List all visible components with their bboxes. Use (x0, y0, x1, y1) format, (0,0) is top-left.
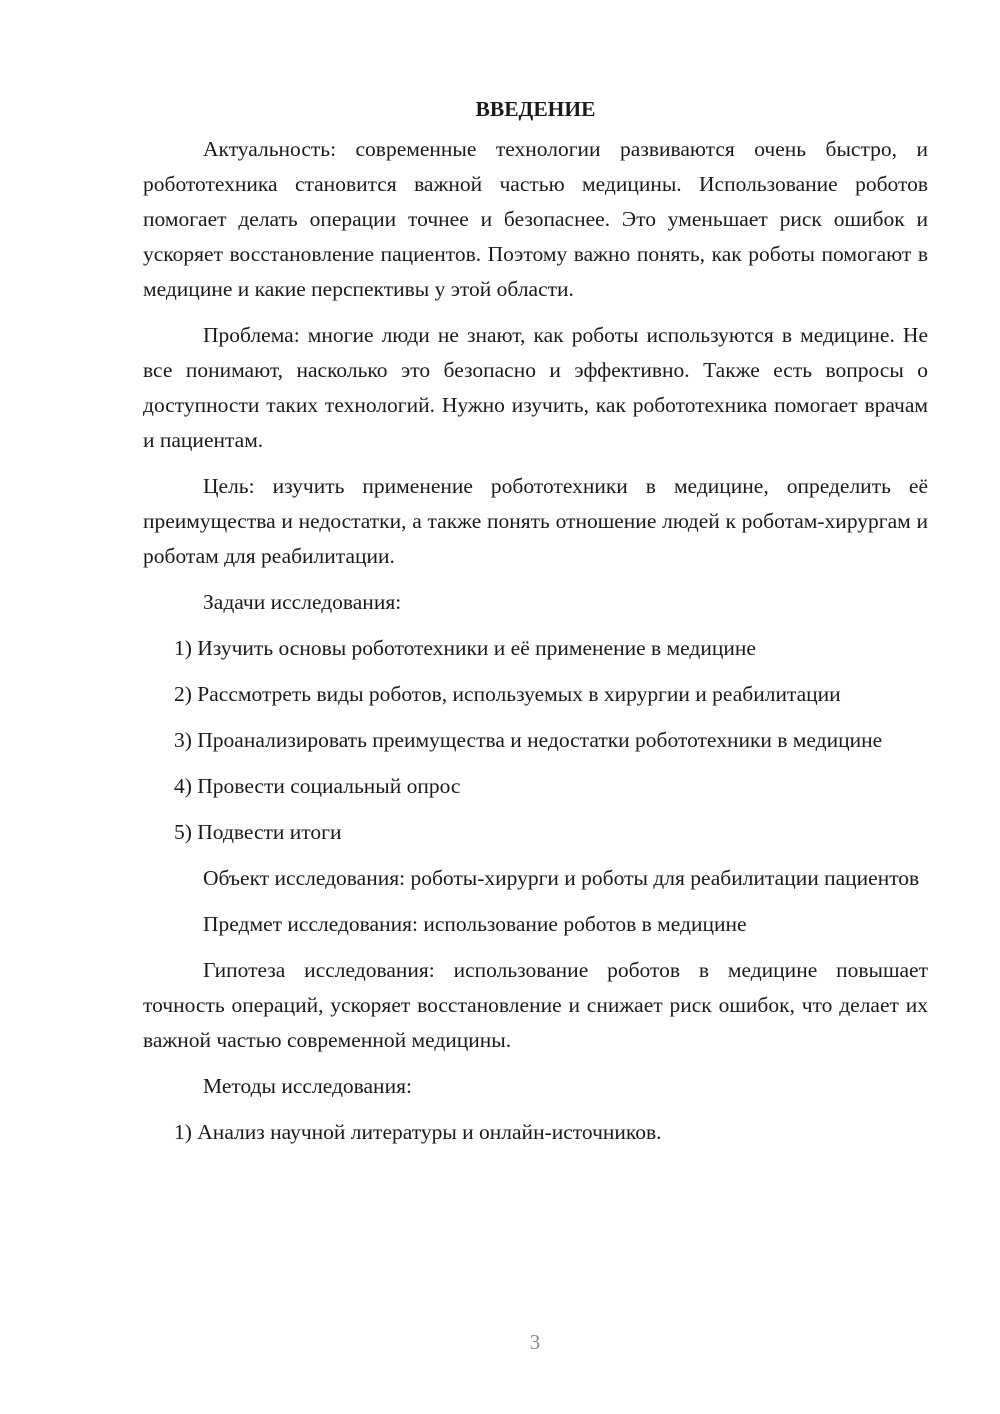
paragraph-subject: Предмет исследования: использование роботов в медицине (203, 912, 747, 936)
list-item-task-1: 1) Изучить основы робототехники и её применение в медицине (174, 636, 756, 660)
list-item-method-1: 1) Анализ научной литературы и онлайн-источников. (174, 1120, 662, 1144)
list-item-task-3: 3) Проанализировать преимущества и недостатки робототехники в медицине (174, 728, 883, 752)
section-title: ВВЕДЕНИЕ (475, 97, 596, 121)
list-item-task-2: 2) Рассмотреть виды роботов, используемых в хирургии и реабилитации (174, 682, 841, 706)
paragraph-hypothesis: Гипотеза исследования: использование роботов в медицине повышает точность операций, ускоряет восстановление и снижает риск ошибок, что делает их важной частью современной медицины. (143, 958, 928, 1052)
list-item-task-4: 4) Провести социальный опрос (174, 774, 461, 798)
paragraph-relevance: Актуальность: современные технологии развиваются очень быстро, и робототехника становится важной частью медицины. Использование роботов помогает делать операции точнее и безопаснее. Это уменьшает риск ошибок и ускоряет восстановление пациентов. Поэтому важно понять, как роботы помогают в медицине и какие перспективы у этой области. (143, 137, 928, 301)
paragraph-problem: Проблема: многие люди не знают, как роботы используются в медицине. Не все понимают, насколько это безопасно и эффективно. Также есть вопросы о доступности таких технологий. Нужно изучить, как робототехника помогает врачам и пациентам. (143, 323, 928, 452)
paragraph-goal: Цель: изучить применение робототехники в медицине, определить её преимущества и недостатки, а также понять отношение людей к роботам-хирургам и роботам для реабилитации. (143, 474, 928, 568)
list-item-task-5: 5) Подвести итоги (174, 820, 342, 844)
paragraph-object: Объект исследования: роботы-хирурги и роботы для реабилитации пациентов (203, 866, 920, 890)
paragraph-tasks-heading: Задачи исследования: (203, 590, 402, 614)
paragraph-methods-heading: Методы исследования: (203, 1074, 412, 1098)
page-number: 3 (529, 1330, 541, 1354)
document-page (143, 92, 928, 1150)
